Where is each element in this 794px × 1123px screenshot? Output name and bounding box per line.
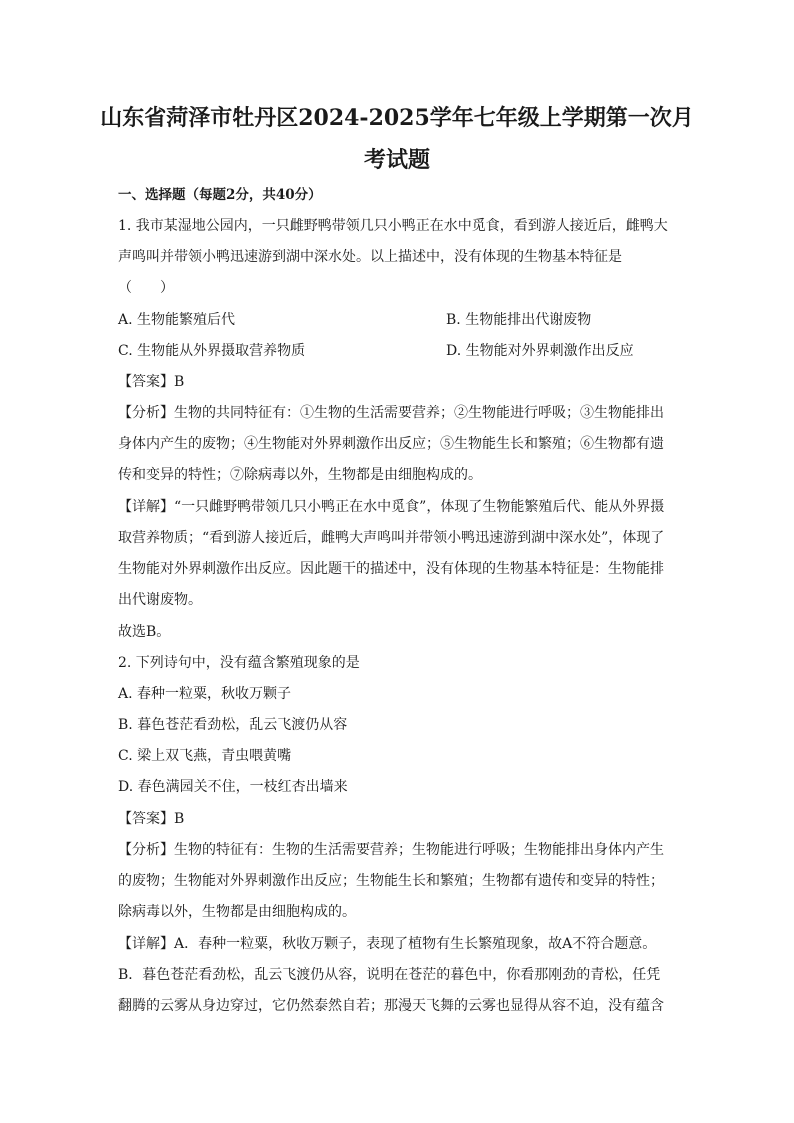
- q1-analysis-line-1: 【分析】生物的共同特征有：①生物的生活需要营养；②生物能进行呼吸；③生物能排出: [118, 405, 664, 421]
- q2-analysis-line-3: 除病毒以外，生物都是由细胞构成的。: [118, 904, 356, 920]
- q1-option-b: B. 生物能排出代谢废物: [446, 312, 592, 328]
- q1-detail-line-2: 取营养物质；“看到游人接近后，雌鸭大声鸣叫并带领小鸭迅速游到湖中深水处”，体现了: [118, 530, 665, 546]
- q1-stem-line-3: （ ）: [118, 280, 174, 296]
- q2-option-a: A. 春种一粒粟，秋收万颗子: [118, 686, 292, 702]
- q2-detail-line-2: B．暮色苍茫看劲松，乱云飞渡仍从容，说明在苍茫的暮色中，你看那刚劲的青松，任凭: [118, 967, 661, 983]
- q2-stem: 2. 下列诗句中，没有蕴含繁殖现象的是: [118, 655, 360, 671]
- q1-detail-line-3: 生物能对外界刺激作出反应。因此题干的描述中，没有体现的生物基本特征是：生物能排: [118, 561, 664, 577]
- q2-detail-line-1: 【详解】A．春种一粒粟，秋收万颗子，表现了植物有生长繁殖现象，故A不符合题意。: [118, 936, 657, 952]
- document-title-line-1: 山东省菏泽市牡丹区2024-2025学年七年级上学期第一次月: [100, 105, 694, 131]
- q1-analysis-line-3: 传和变异的特性；⑦除病毒以外，生物都是由细胞构成的。: [118, 467, 482, 483]
- document-title-line-2: 考试题: [363, 147, 430, 173]
- section-heading: 一、选择题（每题2分，共40分）: [118, 187, 322, 203]
- q2-detail-line-3: 翻腾的云雾从身边穿过，它仍然泰然自若；那漫天飞舞的云雾也显得从容不迫，没有蕴含: [118, 998, 664, 1014]
- q1-choose: 故选B。: [118, 624, 171, 640]
- q2-option-b: B. 暮色苍茫看劲松，乱云飞渡仍从容: [118, 717, 348, 733]
- q2-option-c: C. 梁上双飞燕，青虫喂黄嘴: [118, 748, 292, 764]
- q1-option-c: C. 生物能从外界摄取营养物质: [118, 343, 306, 359]
- q1-option-d: D. 生物能对外界刺激作出反应: [446, 343, 634, 359]
- q1-option-a: A. 生物能繁殖后代: [118, 312, 236, 328]
- q1-stem-line-2: 声鸣叫并带领小鸭迅速游到湖中深水处。以上描述中，没有体现的生物基本特征是: [118, 249, 622, 265]
- q2-option-d: D. 春色满园关不住，一枝红杏出墙来: [118, 779, 348, 795]
- q2-analysis-line-2: 的废物；生物能对外界刺激作出反应；生物能生长和繁殖；生物都有遗传和变异的特性；: [118, 873, 664, 889]
- q1-detail-line-4: 出代谢废物。: [118, 592, 202, 608]
- q2-analysis-line-1: 【分析】生物的特征有：生物的生活需要营养；生物能进行呼吸；生物能排出身体内产生: [118, 842, 664, 858]
- q1-detail-line-1: 【详解】“一只雌野鸭带领几只小鸭正在水中觅食”，体现了生物能繁殖后代、能从外界摄: [118, 499, 665, 515]
- q1-analysis-line-2: 身体内产生的废物；④生物能对外界刺激作出反应；⑤生物能生长和繁殖；⑥生物都有遗: [118, 436, 664, 452]
- q1-stem-line-1: 1. 我市某湿地公园内，一只雌野鸭带领几只小鸭正在水中觅食，看到游人接近后，雌鸭大: [118, 218, 668, 234]
- q2-answer: 【答案】B: [118, 811, 185, 827]
- q1-answer: 【答案】B: [118, 374, 185, 390]
